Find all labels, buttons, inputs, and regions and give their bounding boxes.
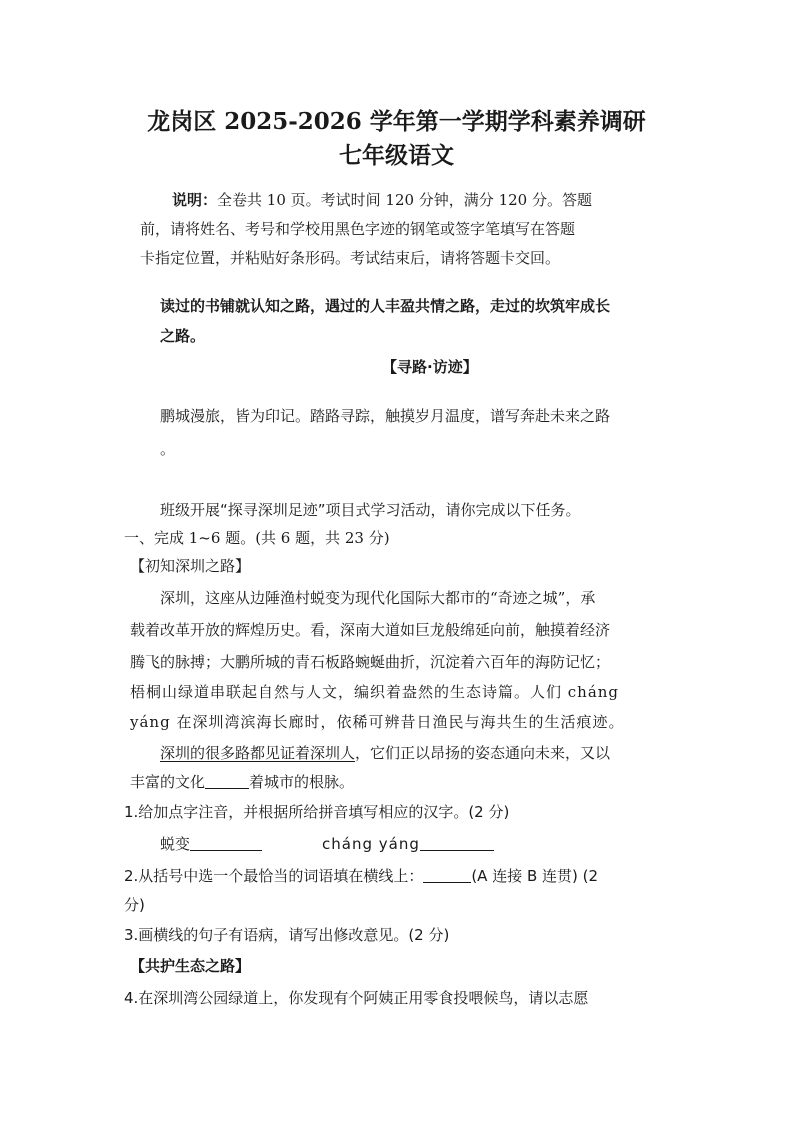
question-1: 1.给加点字注音，并根据所给拼音填写相应的汉字。(2 分) [124,803,510,821]
exam-title: 龙岗区 2025-2026 学年第一学期学科素养调研 [147,108,646,135]
motto-line-1: 读过的书铺就认知之路，遇过的人丰盈共情之路，走过的坎筑牢成长 [160,297,611,315]
question-2-text: 2.从括号中选一个最恰当的词语填在横线上： [124,867,424,885]
passage-line-7-end: 着城市的根脉。 [249,773,355,791]
motto-line-2: 之路。 [160,327,206,345]
instructions-text-1: 全卷共 10 页。考试时间 120 分钟，满分 120 分。答题 [217,191,592,209]
question-2-line-1 [124,866,598,886]
answer-blank-q2[interactable] [205,774,249,789]
activity-statement: 班级开展“探寻深圳足迹”项目式学习活动，请你完成以下任务。 [160,501,581,519]
question-3: 3.画横线的句子有语病，请写出修改意见。(2 分) [124,926,450,944]
passage-line-2: 载着改革开放的辉煌历史。看，深南大道如巨龙般绵延向前，触摸着经济 [130,621,611,639]
q1-answer-row [160,834,494,854]
q1-word: 蜕变 [160,835,191,853]
passage-line-6 [160,743,610,763]
subsection-heading-1: 【初知深圳之路】 [130,557,251,575]
instructions-line-3: 卡指定位置，并粘贴好条形码。考试结束后，请将答题卡交回。 [140,249,561,267]
subsection-heading-2: 【共护生态之路】 [130,957,251,975]
passage-line-5: yáng 在深圳湾滨海长廊时，依稀可辨昔日渔民与海共生的生活痕迹。 [130,713,625,731]
instructions-line-2: 前，请将姓名、考号和学校用黑色字迹的钢笔或签字笔填写在答题 [140,220,576,238]
q1-pinyin: cháng yáng [322,835,420,853]
exam-subtitle: 七年级语文 [339,142,454,169]
intro-line-2: 。 [160,440,176,458]
passage-line-7-start: 丰富的文化 [130,773,206,791]
underlined-sentence: 深圳的很多路都见证着深圳人 [160,744,356,762]
question-2-options: (A 连接 B 连贯) (2 [471,867,599,885]
answer-blank-q1-characters[interactable] [420,836,494,851]
instructions-label: 说明： [172,191,218,209]
intro-line-1: 鹏城漫旅，皆为印记。踏路寻踪，触摸岁月温度，谱写奔赴未来之路 [160,407,611,425]
answer-blank-q2-choice[interactable] [423,868,471,883]
section-heading: 【寻路·访迹】 [382,358,478,376]
passage-line-3: 腾飞的脉搏；大鹏所城的青石板路蜿蜒曲折，沉淀着六百年的海防记忆； [130,653,611,671]
passage-line-1: 深圳，这座从边陲渔村蜕变为现代化国际大都市的“奇迹之城”，承 [160,589,596,607]
passage-line-4: 梧桐山绿道串联起自然与人文，编织着盎然的生态诗篇。人们 cháng [130,683,620,701]
answer-blank-q1-pronunciation[interactable] [190,836,262,851]
instructions-line-1 [172,190,592,210]
question-4: 4.在深圳湾公园绿道上，你发现有个阿姨正用零食投喂候鸟，请以志愿 [124,989,589,1007]
part-one-heading: 一、完成 1~6 题。(共 6 题，共 23 分) [124,529,390,547]
passage-line-6-rest: ，它们正以昂扬的姿态通向未来，又以 [355,744,611,762]
passage-line-7 [130,772,354,792]
question-2-line-2: 分) [124,896,145,914]
